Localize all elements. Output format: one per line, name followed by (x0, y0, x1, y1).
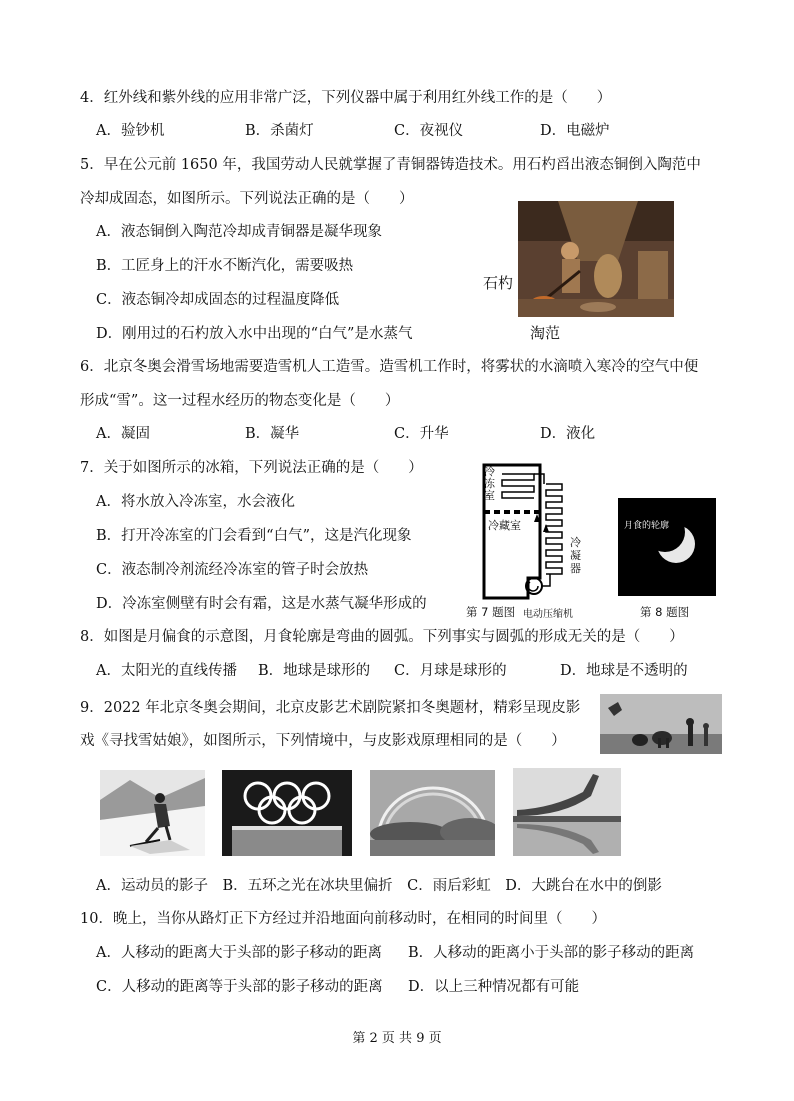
q5-option-c: C．液态铜冷却成固态的过程温度降低 (96, 292, 340, 308)
q5-option-d: D．刚用过的石杓放入水中出现的“白气”是水蒸气 (96, 326, 413, 342)
ski-jump-reflection-photo (513, 768, 621, 856)
q8-option-c: C．月球是球形的 (394, 663, 507, 679)
q4-stem: 4．红外线和紫外线的应用非常广泛，下列仪器中属于利用红外线工作的是（ ） (80, 90, 612, 106)
q5-stem-line1: 5．早在公元前 1650 年，我国劳动人民就掌握了青铜器铸造技术。用石杓舀出液态铜倒入陶范中 (80, 157, 701, 173)
q10-option-b: B．人移动的距离小于头部的影子移动的距离 (408, 945, 695, 961)
lunar-eclipse-photo (618, 498, 716, 596)
q6-option-c: C．升华 (394, 426, 449, 442)
q6-option-b: B．凝华 (245, 426, 300, 442)
q8-option-a: A．太阳光的直线传播 (96, 663, 237, 679)
moon-text-label: 月食的轮廓 (624, 521, 670, 531)
fridge-label: 冷藏室 (488, 519, 521, 532)
q6-option-d: D．液化 (540, 426, 596, 442)
q7-option-c: C．液态制冷剂流经冷冻室的管子时会放热 (96, 562, 369, 578)
q9-stem-line1: 9．2022 年北京冬奥会期间，北京皮影艺术剧院紧扣冬奥题材，精彩呈现皮影 (80, 700, 581, 716)
q5-stem-line2: 冷却成固态，如图所示。下列说法正确的是（ ） (80, 191, 414, 207)
page-number: 第 2 页 共 9 页 (352, 1031, 442, 1046)
q8-option-b: B．地球是球形的 (258, 663, 371, 679)
q8-figure-caption: 第 8 题图 (640, 605, 690, 619)
q4-option-a: A．验钞机 (96, 123, 165, 139)
q10-option-c: C．人移动的距离等于头部的影子移动的距离 (96, 979, 383, 995)
q10-stem: 10．晚上，当你从路灯正下方经过并沿地面向前移动时，在相同的时间里（ ） (80, 911, 606, 927)
ladle-label: 石杓 (483, 274, 514, 292)
rainbow-photo (370, 770, 495, 856)
olympic-rings-ice-photo (222, 770, 352, 856)
q7-figure-caption: 第 7 题图 (466, 605, 516, 619)
freezer-label: 冷冻室 (484, 465, 495, 502)
q7-option-d: D．冷冻室侧壁有时会有霜，这是水蒸气凝华形成的 (96, 596, 427, 612)
q6-stem-line2: 形成“雪”。这一过程水经历的物态变化是（ ） (80, 393, 400, 409)
q10-option-d: D．以上三种情况都有可能 (408, 979, 580, 995)
skier-photo (100, 770, 205, 856)
q4-option-c: C．夜视仪 (394, 123, 464, 139)
q5-option-a: A．液态铜倒入陶范冷却成青铜器是凝华现象 (96, 224, 382, 240)
q6-stem-line1: 6．北京冬奥会滑雪场地需要造雪机人工造雪。造雪机工作时，将雾状的水滴喷入寒冷的空气中便 (80, 359, 699, 375)
q4-option-d: D．电磁炉 (540, 123, 610, 139)
q9-stem-line2: 戏《寻找雪姑娘》，如图所示，下列情境中，与皮影戏原理相同的是（ ） (80, 733, 566, 749)
q7-option-a: A．将水放入冷冻室，水会液化 (96, 494, 295, 510)
q4-option-b: B．杀菌灯 (245, 123, 314, 139)
q5-option-b: B．工匠身上的汗水不断汽化，需要吸热 (96, 258, 354, 274)
q8-stem: 8．如图是月偏食的示意图，月食轮廓是弯曲的圆弧。下列事实与圆弧的形成无关的是（ ） (80, 629, 684, 645)
q7-stem: 7．关于如图所示的冰箱，下列说法正确的是（ ） (80, 460, 423, 476)
compressor-label: 电动压缩机 (523, 609, 573, 620)
q9-options: A．运动员的影子 B．五环之光在冰块里偏折 C．雨后彩虹 D．大跳台在水中的倒影 (96, 878, 662, 894)
q8-option-d: D．地球是不透明的 (560, 663, 688, 679)
shadow-play-photo (600, 694, 722, 754)
q6-option-a: A．凝固 (96, 426, 150, 442)
bronze-casting-photo (518, 201, 674, 317)
condenser-label: 冷凝器 (570, 536, 581, 575)
mold-label: 淘范 (530, 324, 561, 342)
q7-option-b: B．打开冷冻室的门会看到“白气”，这是汽化现象 (96, 528, 412, 544)
q10-option-a: A．人移动的距离大于头部的影子移动的距离 (96, 945, 382, 961)
